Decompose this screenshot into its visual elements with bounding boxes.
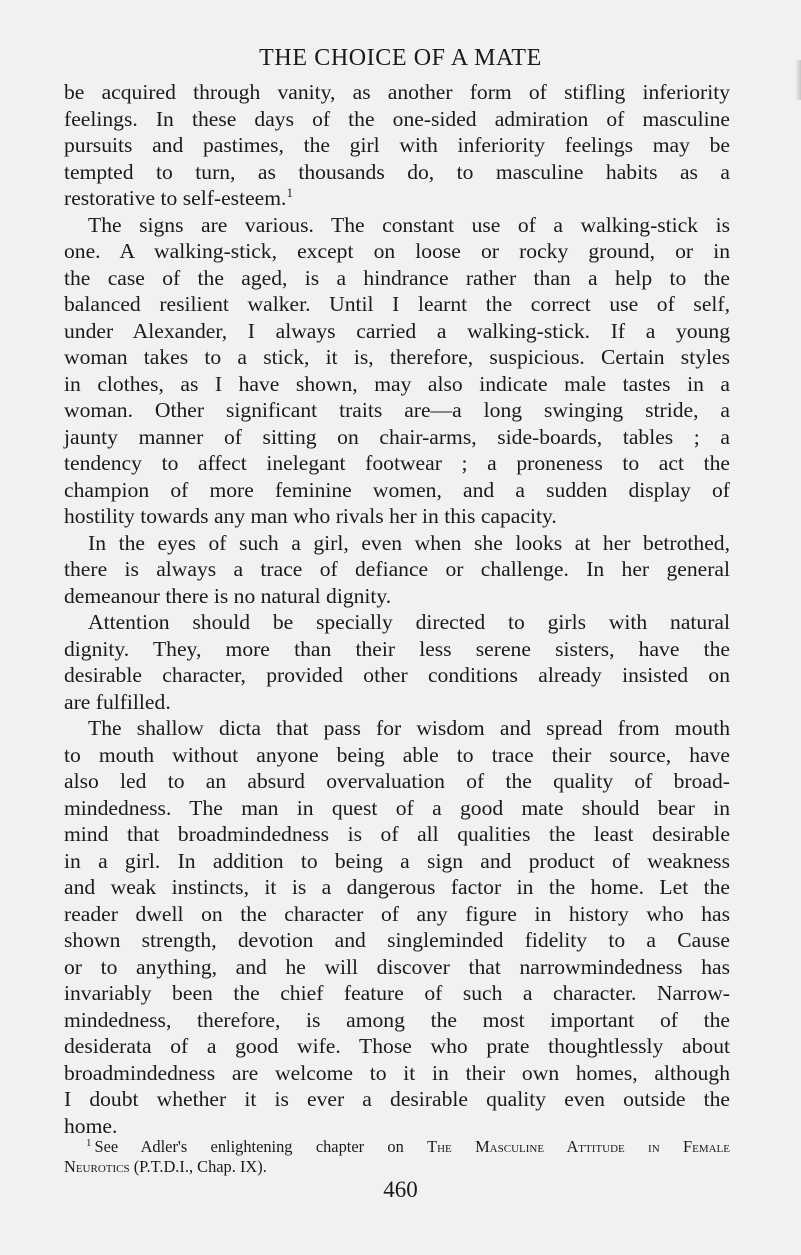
text-line: mindedness. The man in quest of a good mate should bear in — [64, 795, 730, 820]
footnote-chapter-title: The Masculine Attitude in Female — [427, 1137, 730, 1156]
text-line: the case of the aged, is a hindrance rather than a help to the — [64, 265, 730, 290]
text-line: balanced resilient walker. Until I learnt the correct use of self, — [64, 292, 730, 316]
text-line: jaunty manner of sitting on chair-arms, side-boards, tables ; a — [64, 424, 730, 449]
text-line: reader dwell on the character of any figure in history who has — [64, 901, 730, 926]
footnote-reference: 1 — [286, 184, 293, 200]
paragraph-1 — [64, 79, 730, 212]
text-line: under Alexander, I always carried a walking-stick. If a young — [64, 318, 730, 343]
footnote — [64, 1137, 730, 1177]
text-line: feelings. In these days of the one-sided admiration of masculine — [64, 106, 730, 131]
body-text — [64, 79, 730, 1139]
text-line: in clothes, as I have shown, may also indicate male tastes in a — [64, 371, 730, 396]
text-line: woman takes to a stick, it is, therefore, suspicious. Certain styles — [64, 345, 730, 369]
text-line: desiderata of a good wife. Those who prate thoughtlessly about — [64, 1034, 730, 1058]
text-line: one. A walking-stick, except on loose or rocky ground, or in — [64, 239, 730, 263]
text-line: also led to an absurd overvaluation of the quality of broad- — [64, 769, 730, 793]
text-line: there is always a trace of defiance or challenge. In her general — [64, 557, 730, 581]
footnote-citation: (P.T.D.I., Chap. IX). — [129, 1157, 267, 1176]
footnote-chapter-title-cont: Neurotics — [64, 1157, 130, 1176]
text-line: broadmindedness are welcome to it in their own homes, although — [64, 1060, 730, 1085]
text-line: invariably been the chief feature of such a character. Narrow- — [64, 981, 730, 1005]
footnote-line — [64, 1137, 730, 1157]
text-line: shown strength, devotion and singleminded fidelity to a Cause — [64, 928, 730, 952]
text-line: demeanour there is no natural dignity. — [64, 583, 392, 608]
text-line: and weak instincts, it is a dangerous factor in the home. Let the — [64, 875, 730, 899]
text-line: tempted to turn, as thousands do, to masculine habits as a — [64, 159, 730, 184]
text-line: be acquired through vanity, as another form of stifling inferiority — [64, 80, 730, 104]
text-line: or to anything, and he will discover that narrowmindedness has — [64, 954, 730, 979]
running-head: THE CHOICE OF A MATE — [259, 45, 542, 71]
page-edge-shadow — [795, 60, 801, 100]
text-line: in a girl. In addition to being a sign and product of weakness — [64, 848, 730, 873]
text-line: are fulfilled. — [64, 689, 171, 714]
text-line: The signs are various. The constant use of a walking-stick is — [88, 212, 730, 237]
paragraph-4 — [64, 609, 730, 715]
text-line: I doubt whether it is ever a desirable quality even outside the — [64, 1087, 730, 1111]
text-line: restorative to self-esteem. — [64, 186, 287, 210]
text-line: Attention should be specially directed to girls with natural — [88, 610, 730, 634]
footnote-mark: 1 — [86, 1136, 92, 1149]
footnote-line — [64, 1157, 730, 1177]
footnote-text: See Adler's enlightening chapter on — [94, 1137, 428, 1156]
text-line: to mouth without anyone being able to trace their source, have — [64, 742, 730, 767]
text-line: In the eyes of such a girl, even when she looks at her betrothed, — [88, 530, 730, 555]
page-number: 460 — [383, 1177, 418, 1202]
text-line: The shallow dicta that pass for wisdom and spread from mouth — [88, 716, 730, 740]
text-line: champion of more feminine women, and a sudden display of — [64, 477, 730, 502]
text-line: dignity. They, more than their less serene sisters, have the — [64, 636, 730, 661]
paragraph-3 — [64, 530, 730, 610]
text-line: mindedness, therefore, is among the most important of the — [64, 1007, 730, 1032]
text-line: tendency to affect inelegant footwear ; a proneness to act the — [64, 451, 730, 475]
text-line: home. — [64, 1113, 118, 1138]
paragraph-2 — [64, 212, 730, 530]
text-line: mind that broadmindedness is of all qualities the least desirable — [64, 822, 730, 846]
text-line-last — [64, 185, 730, 212]
text-line: pursuits and pastimes, the girl with inferiority feelings may be — [64, 133, 730, 157]
text-line: woman. Other significant traits are—a long swinging stride, a — [64, 398, 730, 422]
text-line: desirable character, provided other conditions already insisted on — [64, 663, 730, 687]
paragraph-5 — [64, 715, 730, 1139]
text-line: hostility towards any man who rivals her in this capacity. — [64, 504, 557, 528]
